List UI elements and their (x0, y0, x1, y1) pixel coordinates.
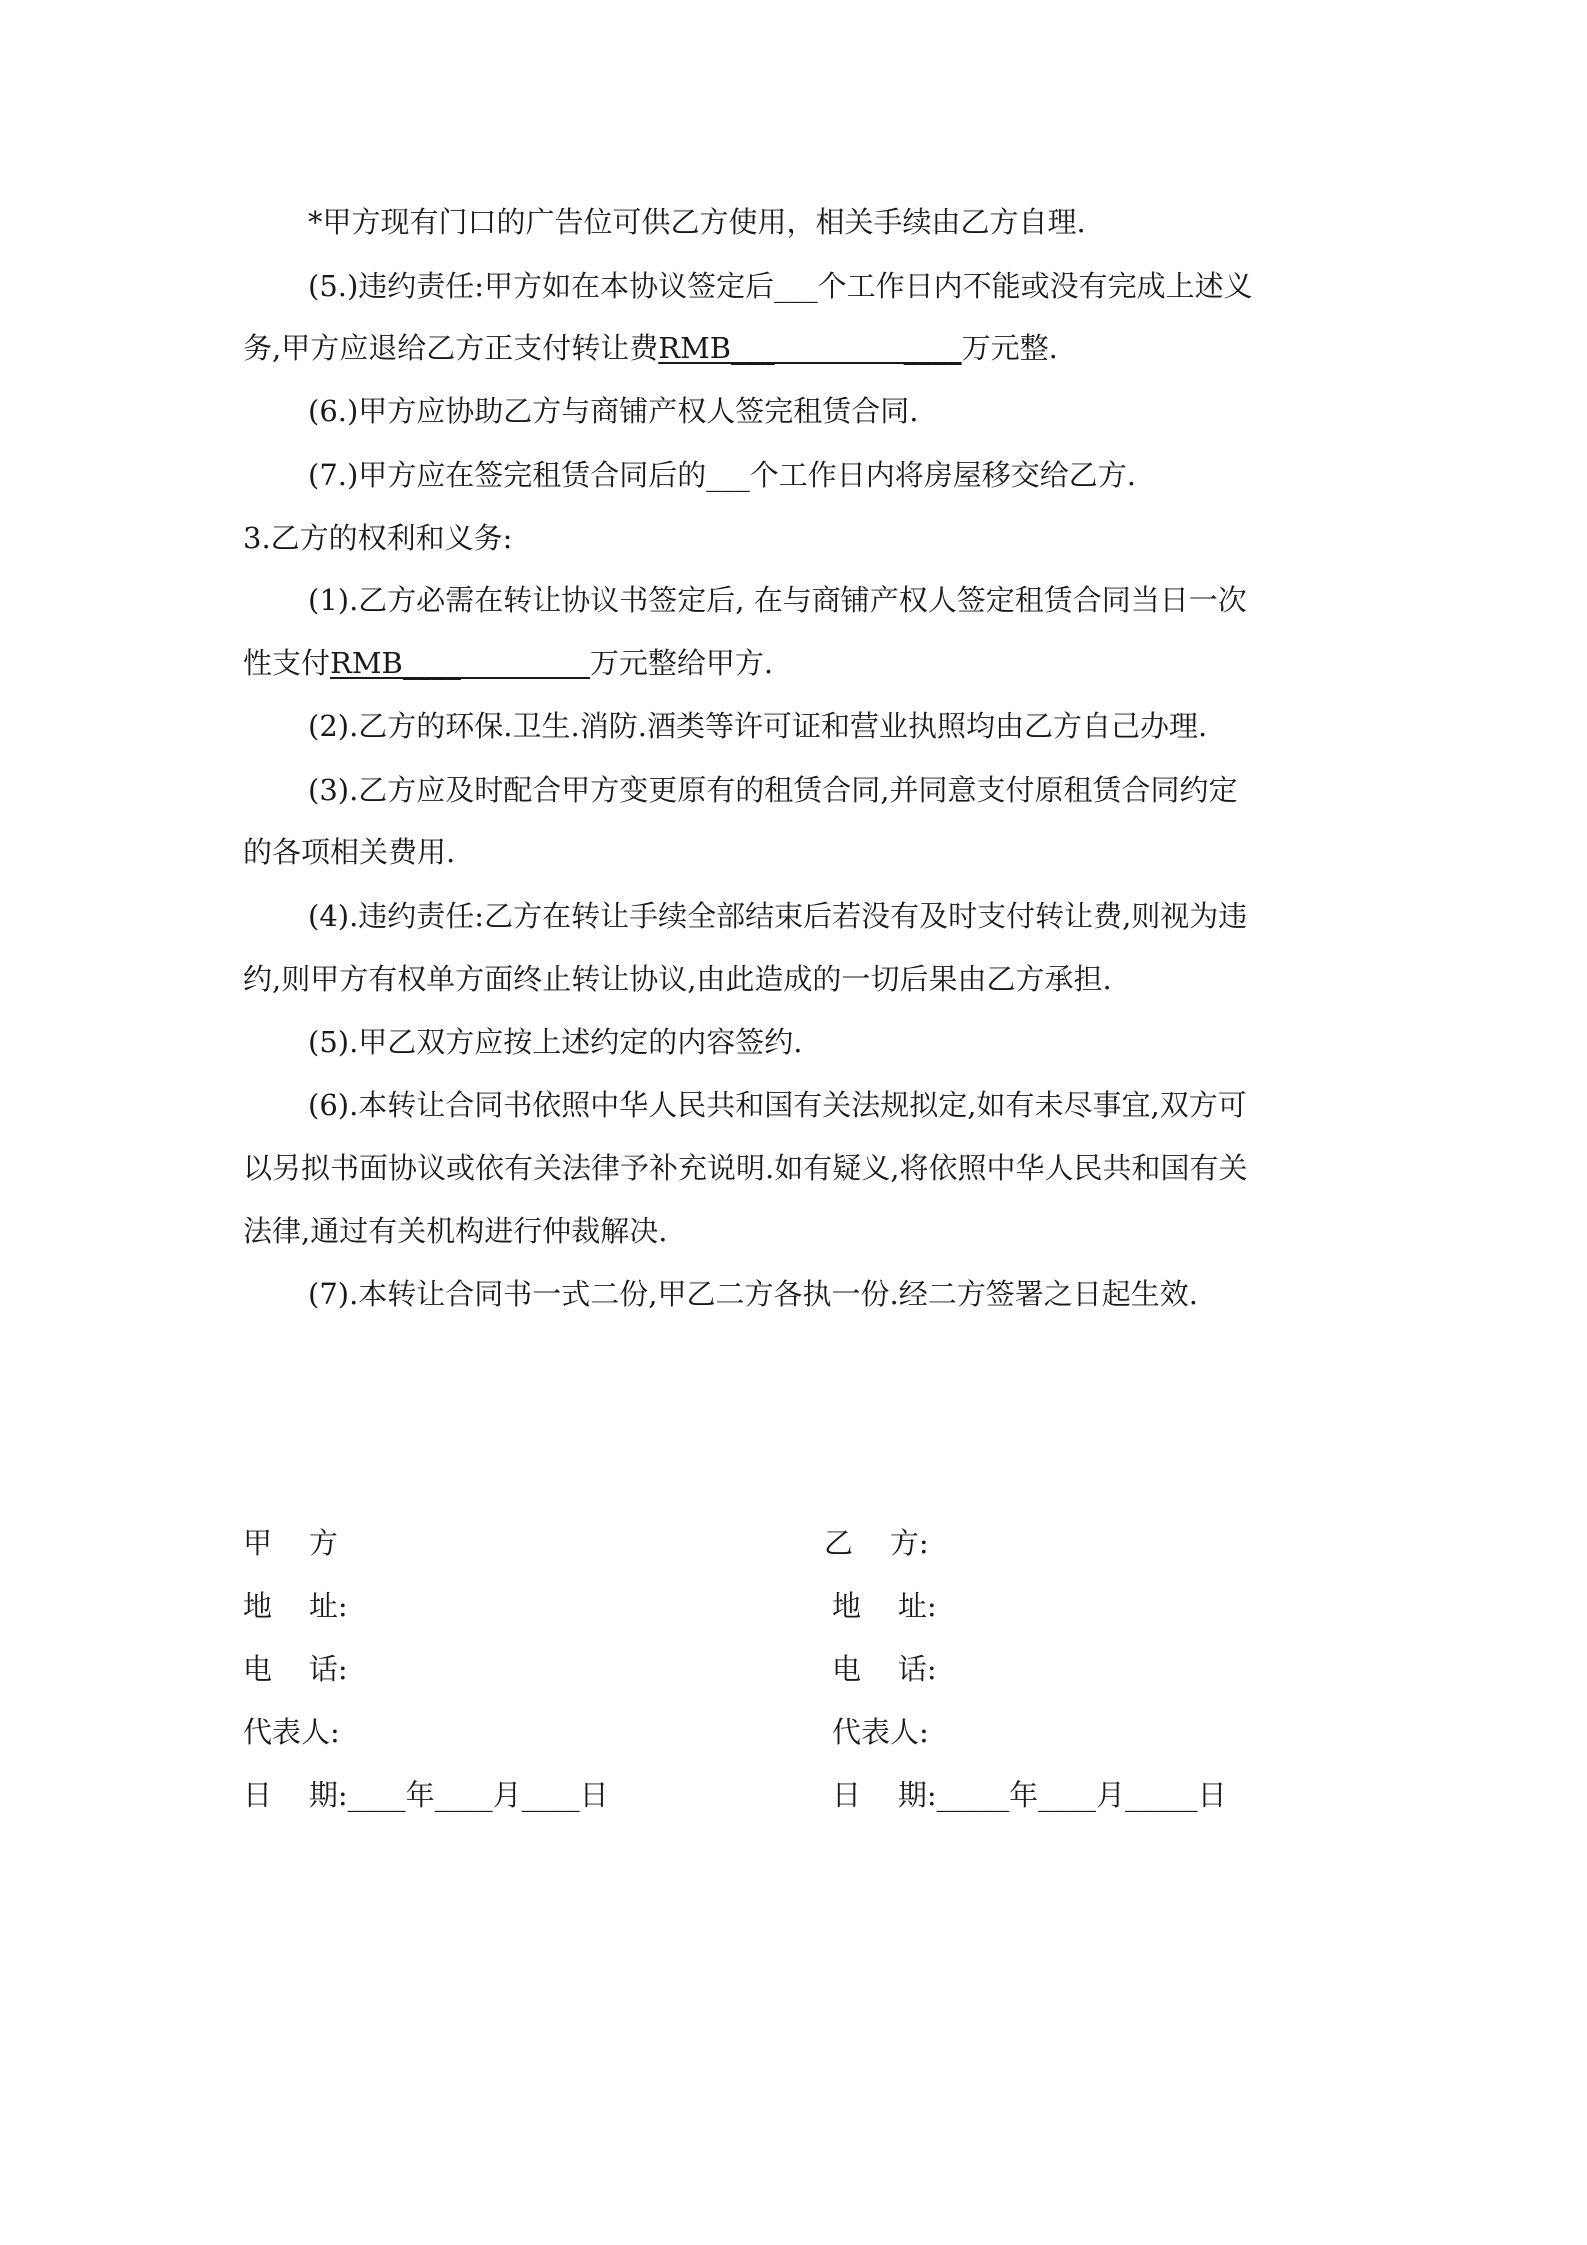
party-a-address: 地 址: (243, 1589, 348, 1623)
clause-a7: (7.)甲方应在签完租赁合同后的___个工作日内将房屋移交给乙方. (308, 458, 1137, 492)
clause-a6: (6.)甲方应协助乙方与商铺产权人签完租赁合同. (308, 394, 919, 428)
clause-b7: (7).本转让合同书一式二份,甲乙二方各执一份.经二方签署之日起生效. (308, 1277, 1198, 1311)
clause-b3-line2: 的各项相关费用. (243, 835, 456, 869)
clause-b2: (2).乙方的环保.卫生.消防.酒类等许可证和营业执照均由乙方自己办理. (308, 709, 1208, 743)
section-3-heading: 3.乙方的权利和义务: (243, 521, 513, 555)
party-a-phone: 电 话: (243, 1652, 348, 1686)
clause-a5-line1: (5.)违约责任:甲方如在本协议签定后___个工作日内不能或没有完成上述义 (308, 269, 1253, 303)
amount-field-2: RMB____ (330, 646, 590, 680)
party-a-representative: 代表人: (243, 1715, 340, 1749)
clause-ad-space: *甲方现有门口的广告位可供乙方使用，相关手续由乙方自理. (308, 205, 1086, 239)
clause-b6-line3: 法律,通过有关机构进行仲裁解决. (243, 1214, 668, 1248)
amount-suffix-2: 万元整给甲方. (589, 646, 774, 680)
party-a-date: 日 期:____年____月____日 (243, 1778, 609, 1812)
clause-b4-line2: 约,则甲方有权单方面终止转让协议,由此造成的一切后果由乙方承担. (243, 962, 1112, 996)
clause-b1-line1: (1).乙方必需在转让协议书签定后, 在与商铺产权人签定租赁合同当日一次 (308, 583, 1247, 617)
amount-suffix-1: 万元整. (961, 331, 1058, 365)
clause-b4-line1: (4).违约责任:乙方在转让手续全部结束后若没有及时支付转让费,则视为违 (308, 899, 1248, 933)
amount-field-1: RMB___ ____ (658, 331, 962, 365)
clause-b5: (5).甲乙双方应按上述约定的内容签约. (308, 1025, 803, 1059)
clause-b1-text: 性支付 (243, 646, 331, 680)
party-a-title: 甲 方 (243, 1526, 338, 1560)
clause-a5-line2 (243, 328, 1058, 368)
clause-b6-line2: 以另拟书面协议或依有关法律予补充说明.如有疑义,将依照中华人民共和国有关 (243, 1151, 1248, 1185)
party-b-date: 日 期:_____年____月_____日 (832, 1778, 1227, 1812)
party-b-title: 乙 方: (824, 1526, 929, 1560)
clause-b1-line2 (243, 643, 773, 683)
clause-b3-line1: (3).乙方应及时配合甲方变更原有的租赁合同,并同意支付原租赁合同约定 (308, 773, 1238, 807)
party-b-phone: 电 话: (832, 1652, 937, 1686)
party-b-address: 地 址: (832, 1589, 937, 1623)
party-b-representative: 代表人: (832, 1715, 929, 1749)
clause-b6-line1: (6).本转让合同书依照中华人民共和国有关法规拟定,如有未尽事宜,双方可 (308, 1088, 1247, 1122)
clause-a5-text: 务,甲方应退给乙方正支付转让费 (243, 331, 659, 365)
